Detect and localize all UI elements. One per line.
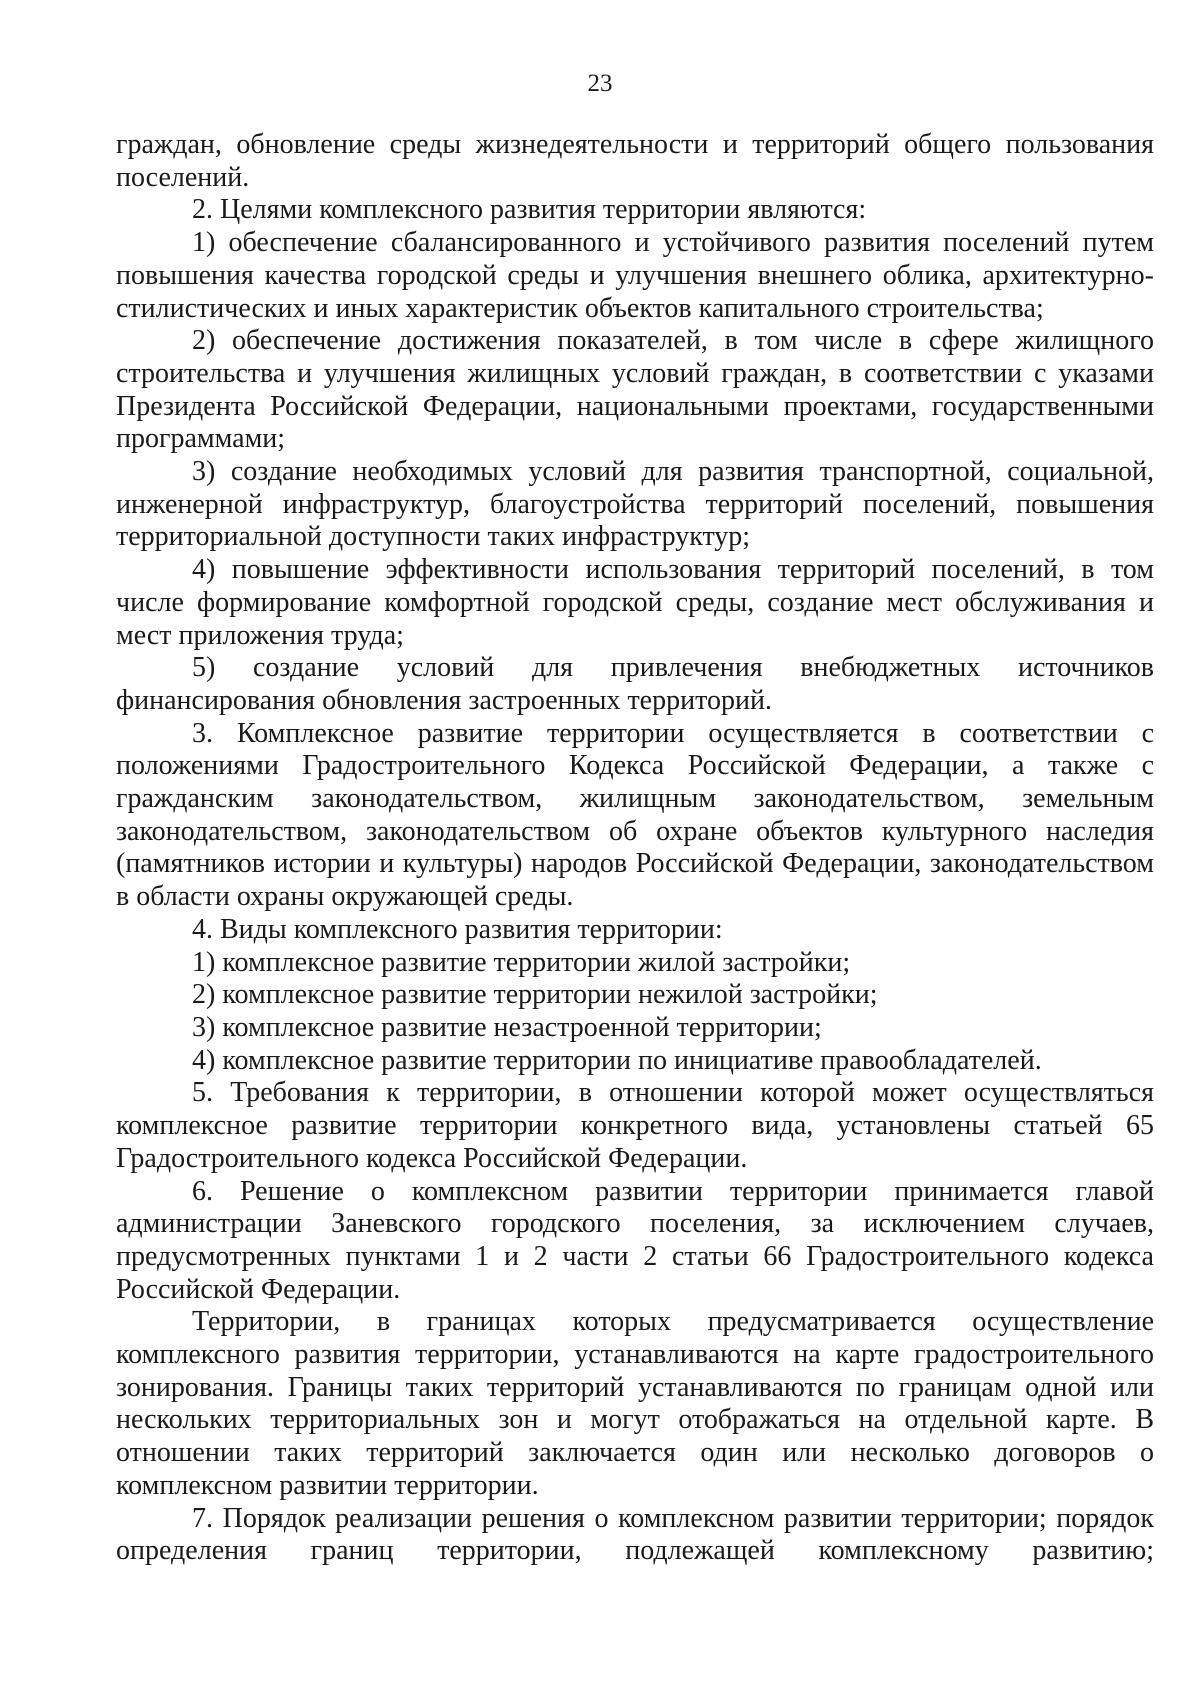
paragraph-item-4-heading: 4. Виды комплексного развития территории: [192,913,723,945]
paragraph-type-2: 2) комплексное развитие территории нежилой застройки; [192,979,878,1011]
paragraph-item-7: 7. Порядок реализации решения о комплексном развитии территории; порядок определения границ территории, подлежащей комплексному развитию; [116,1502,1154,1567]
paragraph-item-6: 6. Решение о комплексном развитии территории принимается главой администрации Заневского городского поселения, за исключением случаев, предусмотренных пунктами 1 и 2 части 2 статьи 66 Градостроительного кодекса Российской Федерации. [116,1175,1154,1305]
paragraph-territories: Территории, в границах которых предусматривается осуществление комплексного развития территории, устанавливаются на карте градостроительного зонирования. Границы таких территорий устанавливаются по границам одной или нескольких территориальных зон и могут отображаться на отдельной карте. В отношении таких территорий заключается один или несколько договоров о комплексном развитии территории. [116,1306,1154,1501]
paragraph-item-3: 3. Комплексное развитие территории осуществляется в соответствии с положениями Градостроительного Кодекса Российской Федерации, а также с гражданским законодательством, жилищным законодательством, земельным законодательством, законодательством об охране объектов культурного наследия (памятников истории и культуры) народов Российской Федерации, законодательством в области охраны окружающей среды. [116,717,1154,913]
paragraph-continuation: граждан, обновление среды жизнедеятельности и территорий общего пользования поселений. [116,129,1154,193]
paragraph-type-4: 4) комплексное развитие территории по инициативе правообладателей. [192,1044,1042,1076]
paragraph-type-1: 1) комплексное развитие территории жилой застройки; [192,946,851,978]
paragraph-item-5: 5. Требования к территории, в отношении которой может осуществляться комплексное развитие территории конкретного вида, установлены статьей 65 Градостроительного кодекса Российской Федерации. [116,1077,1154,1174]
paragraph-type-3: 3) комплексное развитие незастроенной территории; [192,1011,822,1043]
document-body [116,129,1154,1568]
paragraph-item-2-heading: 2. Целями комплексного развития территории являются: [192,194,867,226]
paragraph-goal-3: 3) создание необходимых условий для развития транспортной, социальной, инженерной инфраструктур, благоустройства территорий поселений, повышения территориальной доступности таких инфраструктур; [116,456,1154,553]
page-number: 23 [587,70,613,97]
paragraph-goal-2: 2) обеспечение достижения показателей, в том числе в сфере жилищного строительства и улучшения жилищных условий граждан, в соответствии с указами Президента Российской Федерации, национальными проектами, государственными программами; [116,325,1154,455]
paragraph-goal-5: 5) создание условий для привлечения внебюджетных источников финансирования обновления застроенных территорий. [116,652,1154,716]
paragraph-goal-4: 4) повышение эффективности использования территорий поселений, в том числе формирование комфортной городской среды, создание мест обслуживания и мест приложения труда; [116,554,1154,651]
paragraph-goal-1: 1) обеспечение сбалансированного и устойчивого развития поселений путем повышения качества городской среды и улучшения внешнего облика, архитектурно-стилистических и иных характеристик объектов капитального строительства; [116,227,1154,324]
